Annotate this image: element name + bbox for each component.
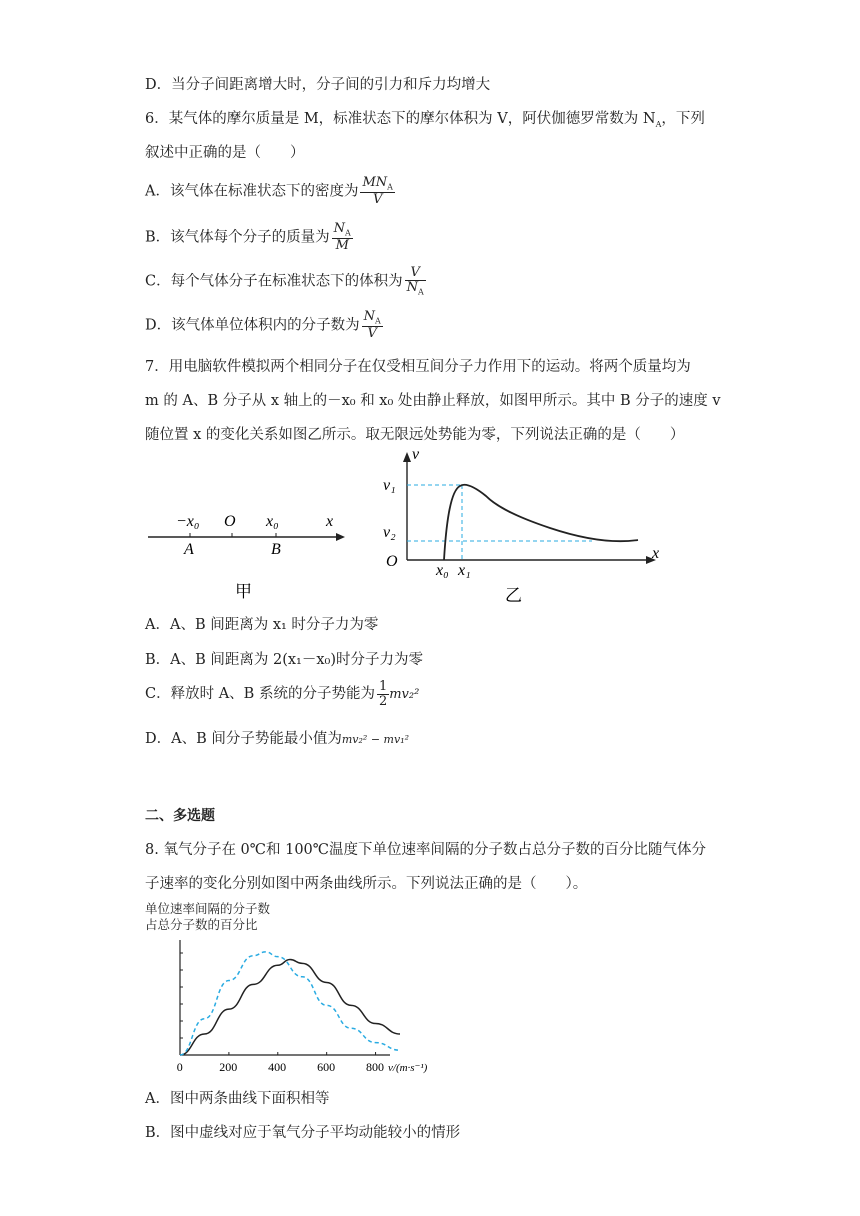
q6-option-b: B．该气体每个分子的质量为 $\frac{N_A}{M}$ [145,221,351,253]
chart-title-line1: 单位速率间隔的分子数 [145,901,271,916]
label-v2: v₂ [383,524,396,541]
chart-title [145,901,270,933]
q6-stem-line2: 叙述中正确的是（ ） [145,145,305,161]
label-x: x [652,545,660,562]
label-x0: x₀ [266,513,279,530]
label-v1: v₁ [383,477,396,494]
label-a: A [184,541,194,558]
x-tick-label: 400 [268,1060,287,1074]
x-axis-label: v/(m·s⁻¹) [388,1062,428,1074]
chart-title-line2: 占总分子数的百分比 [145,917,258,932]
label-x0: x₀ [436,562,449,579]
solid-curve [180,960,400,1055]
velocity-curve [444,485,638,560]
q7-stem-line2: m 的 A、B 分子从 x 轴上的－x₀ 和 x₀ 处由静止释放，如图甲所示。其中 B 分子的速度 v [145,393,721,409]
x-tick-label: 200 [219,1060,238,1074]
x-tick-label: 800 [365,1060,384,1074]
caption-jia: 甲 [235,582,252,601]
q8-stem-line1: 8. 氧气分子在 0℃和 100℃温度下单位速率间隔的分子数占总分子数的百分比随气体分 [145,842,707,858]
q8-option-a: A．图中两条曲线下面积相等 [145,1091,330,1107]
q6-stem-line1: 6．某气体的摩尔质量是 M，标准状态下的摩尔体积为 V，阿伏伽德罗常数为 $N_A$，下列 [145,111,705,129]
v-axis-arrow [403,452,411,462]
q7-option-d: D．A、B 间分子势能最小值为mv₂² − mv₁² [145,731,410,747]
q7-stem-line1: 7．用电脑软件模拟两个相同分子在仅受相互间分子力作用下的运动。将两个质量均为 [145,359,691,375]
label-o: O [224,513,236,530]
formula-fraction: $\frac{1}{2}$ [378,679,388,709]
figure-jia [140,500,360,610]
formula-fraction: $\frac{MN_A}{V}$ [362,175,393,207]
formula-fraction: $\frac{N_A}{V}$ [363,309,381,341]
x-axis-arrow [336,533,345,541]
label-x: x [326,513,334,530]
label-neg-x0: −x₀ [176,513,200,530]
q8-stem-line2: 子速率的变化分别如图中两条曲线所示。下列说法正确的是（ ）。 [145,876,588,892]
q6-option-a: A．该气体在标准状态下的密度为 $\frac{MN_A}{V}$ [145,175,393,207]
series-group [180,952,400,1055]
figure-yi [380,446,680,608]
q6-option-c: C．每个气体分子在标准状态下的体积为 $\frac{V}{N_A}$ [145,265,424,297]
q7-option-b: B．A、B 间距离为 2(x₁－x₀)时分子力为零 [145,652,424,668]
formula-fraction: $\frac{V}{N_A}$ [406,265,424,297]
q7-option-a: A．A、B 间距离为 x₁ 时分子力为零 [145,617,379,633]
q7-stem-line3: 随位置 x 的变化关系如图乙所示。取无限远处势能为零，下列说法正确的是（ ） [145,427,685,443]
q5-option-d: D．当分子间距离增大时，分子间的引力和斥力均增大 [145,77,491,93]
section-title: 二、多选题 [145,808,215,824]
distribution-chart [140,935,450,1080]
q6-option-d: D．该气体单位体积内的分子数为 $\frac{N_A}{V}$ [145,309,381,341]
dashed-curve [180,952,400,1055]
x-tick-label: 600 [317,1060,336,1074]
label-o: O [386,553,398,570]
q7-option-c: C．释放时 A、B 系统的分子势能为 $\frac{1}{2}$ mv₂² [145,679,420,709]
caption-yi: 乙 [505,586,522,605]
label-v: v [412,446,420,463]
label-x1: x₁ [458,562,471,579]
q8-option-b: B．图中虚线对应于氧气分子平均动能较小的情形 [145,1125,461,1141]
label-b: B [271,541,281,558]
x-tick-label: 0 [176,1060,183,1074]
formula-fraction: $\frac{N_A}{M}$ [333,221,351,253]
